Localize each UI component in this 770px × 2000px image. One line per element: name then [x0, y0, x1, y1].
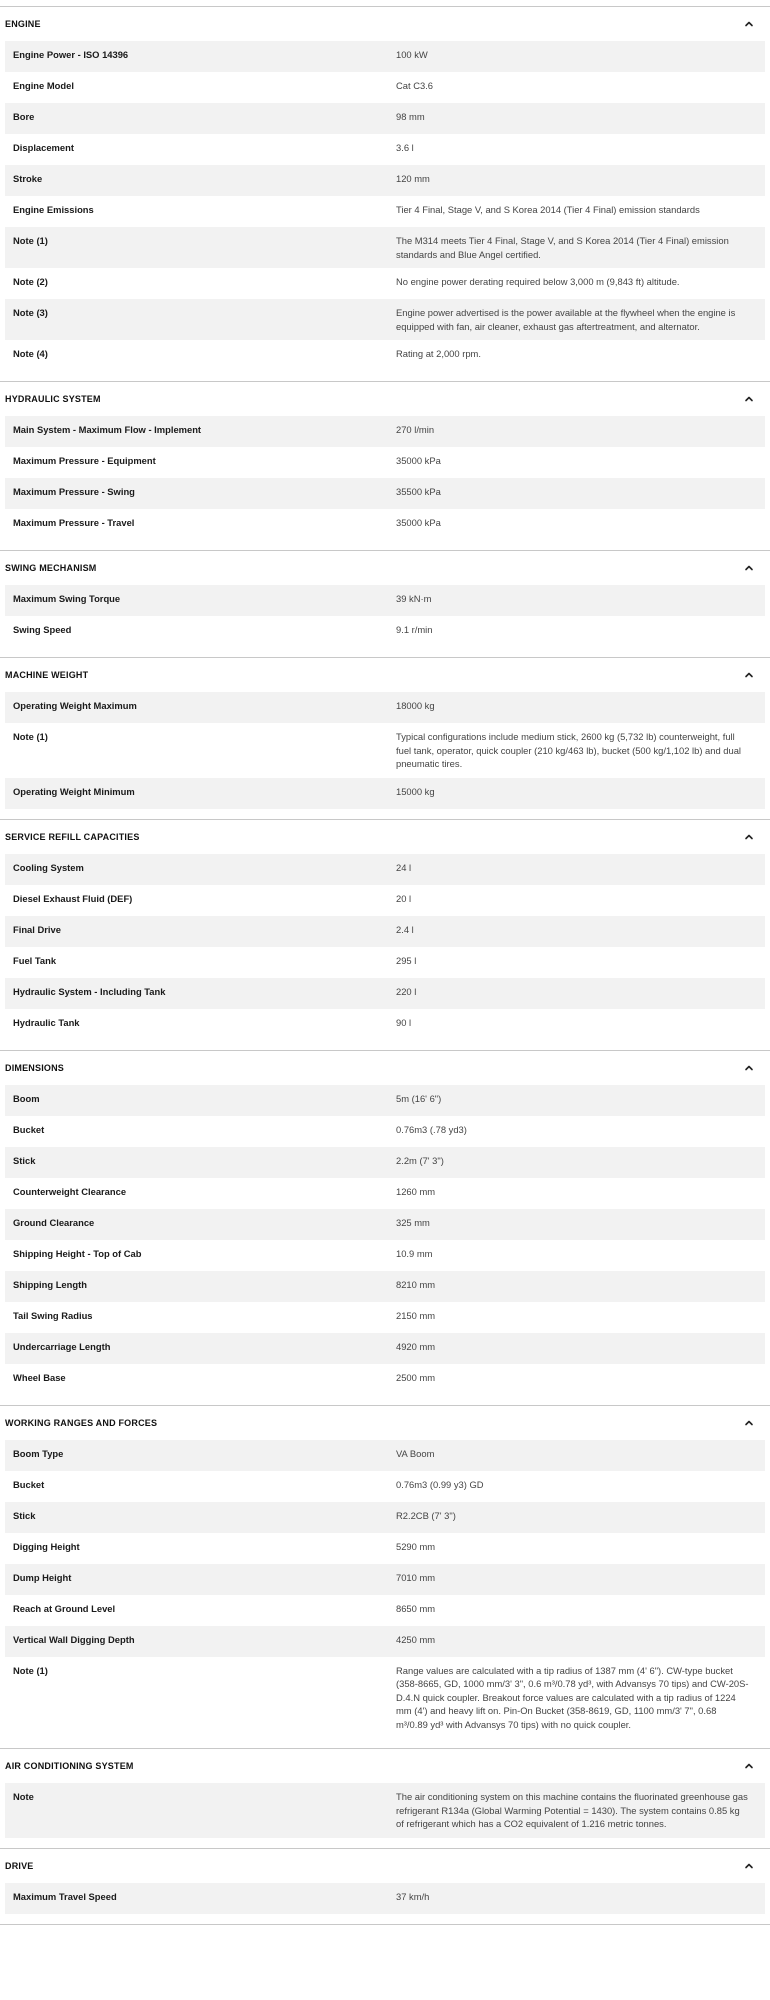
spec-row: [5, 1240, 765, 1271]
chevron-up-icon[interactable]: [744, 1063, 754, 1073]
spec-label: Maximum Pressure - Swing: [13, 486, 135, 497]
spec-row: [5, 134, 765, 165]
spec-row: [5, 1085, 765, 1116]
spec-row: [5, 585, 765, 616]
spec-value: Rating at 2,000 rpm.: [396, 348, 481, 359]
spec-section: [0, 6, 770, 381]
spec-row: [5, 616, 765, 647]
spec-label: Operating Weight Maximum: [13, 700, 137, 711]
spec-label: Engine Model: [13, 80, 74, 91]
spec-label: Counterweight Clearance: [13, 1185, 127, 1197]
chevron-up-icon[interactable]: [744, 1861, 754, 1871]
spec-row: [5, 227, 765, 268]
spec-row: [5, 165, 765, 196]
spec-row: [5, 1364, 765, 1395]
spec-value: 10.9 mm: [396, 1247, 433, 1259]
spec-row: [5, 1302, 765, 1333]
spec-row: [5, 723, 765, 778]
spec-section: [0, 1748, 770, 1848]
spec-value: 8650 mm: [396, 1602, 436, 1614]
spec-label: Engine Power - ISO 14396: [13, 49, 129, 60]
spec-label: Hydraulic Tank: [13, 1016, 80, 1028]
spec-row: [5, 1147, 765, 1178]
section-title: DRIVE: [5, 1860, 34, 1871]
spec-label: Maximum Pressure - Travel: [13, 517, 135, 528]
spec-label: Shipping Length: [13, 1278, 87, 1290]
spec-value: Range values are calculated with a tip radius of 1387 mm (4' 6"). CW-type bucket (358-8665, GD, 1000 mm/3' 3", 0.6 m³/0.78 yd³, with Advansys 70 tips) and CW-20S-D.4.N quick coupler. Breakout force values are calculated with a tip radius of 1224 mm (4') and heavy lift on. Pin-On Bucket (358-8619, GD, 1100 mm/3' 7", 0.68 m³/0.89 yd³ with Advansys 70 tips) with no quick coupler.: [396, 1664, 749, 1730]
spec-label: Maximum Swing Torque: [13, 593, 121, 604]
spec-value: Engine power advertised is the power available at the flywheel when the engine is equipped with fan, air cleaner, exhaust gas aftertreatment, and alternator.: [396, 307, 736, 332]
spec-row: [5, 447, 765, 478]
spec-row: [5, 299, 765, 340]
spec-row: [5, 978, 765, 1009]
spec-value: 35500 kPa: [396, 486, 441, 497]
spec-label: Note (1): [13, 731, 48, 742]
spec-label: Fuel Tank: [13, 954, 57, 966]
spec-label: Cooling System: [13, 861, 84, 873]
spec-label: Boom Type: [13, 1447, 64, 1459]
spec-section: [0, 550, 770, 657]
spec-section: [0, 381, 770, 550]
spec-value: 5290 mm: [396, 1540, 436, 1552]
spec-section: [0, 657, 770, 819]
spec-value: 220 l: [396, 985, 417, 997]
spec-row: [5, 268, 765, 299]
spec-label: Dump Height: [13, 1571, 72, 1583]
spec-label: Digging Height: [13, 1540, 80, 1552]
spec-row: [5, 1209, 765, 1240]
spec-row: [5, 1883, 765, 1914]
section-header-toggle[interactable]: [0, 1849, 770, 1883]
spec-label: Final Drive: [13, 923, 61, 935]
spec-value: 7010 mm: [396, 1571, 436, 1583]
spec-row: [5, 1564, 765, 1595]
spec-rows: [0, 854, 770, 1050]
spec-section: [0, 819, 770, 1050]
spec-value: 4920 mm: [396, 1340, 436, 1352]
spec-value: 90 l: [396, 1016, 412, 1028]
section-header-toggle[interactable]: [0, 1406, 770, 1440]
spec-rows: [0, 416, 770, 550]
section-title: SERVICE REFILL CAPACITIES: [5, 831, 140, 842]
section-title: MACHINE WEIGHT: [5, 670, 89, 680]
section-title: SWING MECHANISM: [5, 563, 97, 573]
spec-label: Stroke: [13, 173, 43, 184]
spec-label: Tail Swing Radius: [13, 1309, 93, 1321]
spec-value: 9.1 r/min: [396, 624, 433, 635]
section-title: HYDRAULIC SYSTEM: [5, 394, 101, 404]
section-header-toggle[interactable]: [0, 7, 770, 41]
spec-section: [0, 1848, 770, 1925]
spec-row: [5, 1009, 765, 1040]
spec-label: Stick: [13, 1154, 36, 1166]
section-header-toggle[interactable]: [0, 1749, 770, 1783]
chevron-up-icon[interactable]: [744, 670, 754, 680]
spec-row: [5, 778, 765, 809]
spec-row: [5, 885, 765, 916]
spec-label: Reach at Ground Level: [13, 1602, 116, 1614]
spec-value: 4250 mm: [396, 1633, 436, 1645]
spec-row: [5, 1471, 765, 1502]
spec-value: 270 l/min: [396, 424, 435, 435]
spec-value: 325 mm: [396, 1216, 430, 1228]
spec-label: Shipping Height - Top of Cab: [13, 1247, 142, 1259]
spec-value: 35000 kPa: [396, 517, 441, 528]
spec-row: [5, 72, 765, 103]
spec-row: [5, 416, 765, 447]
spec-row: [5, 1440, 765, 1471]
spec-row: [5, 196, 765, 227]
spec-row: [5, 854, 765, 885]
spec-value: 0.76m3 (0.99 y3) GD: [396, 1478, 484, 1490]
spec-label: Operating Weight Minimum: [13, 785, 135, 797]
section-title: ENGINE: [5, 19, 41, 29]
spec-label: Maximum Travel Speed: [13, 1890, 117, 1902]
spec-label: Bucket: [13, 1123, 45, 1135]
section-header-toggle[interactable]: [0, 820, 770, 854]
section-header-toggle[interactable]: [0, 382, 770, 416]
spec-rows: [0, 1440, 770, 1749]
spec-label: Undercarriage Length: [13, 1340, 111, 1352]
spec-label: Boom: [13, 1092, 40, 1104]
section-header-toggle[interactable]: [0, 551, 770, 585]
spec-label: Ground Clearance: [13, 1216, 95, 1228]
spec-value: 1260 mm: [396, 1185, 436, 1197]
spec-label: Note (3): [13, 307, 48, 318]
spec-value: 3.6 l: [396, 142, 414, 153]
spec-label: Note (2): [13, 276, 48, 287]
spec-value: 37 km/h: [396, 1890, 430, 1902]
chevron-up-icon[interactable]: [744, 394, 754, 404]
spec-row: [5, 1533, 765, 1564]
spec-label: Wheel Base: [13, 1371, 66, 1383]
chevron-up-icon[interactable]: [744, 1418, 754, 1428]
spec-value: 295 l: [396, 954, 417, 966]
spec-section: [0, 1050, 770, 1405]
spec-row: [5, 1626, 765, 1657]
spec-label: Hydraulic System - Including Tank: [13, 985, 166, 997]
spec-row: [5, 947, 765, 978]
spec-label: Note (1): [13, 1664, 48, 1676]
spec-value: 39 kN·m: [396, 593, 432, 604]
spec-rows: [0, 1883, 770, 1924]
spec-row: [5, 103, 765, 134]
spec-value: The M314 meets Tier 4 Final, Stage V, and S Korea 2014 (Tier 4 Final) emission standards and Blue Angel certified.: [396, 235, 729, 260]
spec-label: Swing Speed: [13, 624, 72, 635]
spec-value: The air conditioning system on this machine contains the fluorinated greenhouse gas refrigerant R134a (Global Warming Potential = 1430). The system contains 0.85 kg of refrigerant which has a CO2 equivalent of 1.216 metric tonnes.: [396, 1791, 748, 1829]
spec-row: [5, 509, 765, 540]
spec-section: [0, 1405, 770, 1749]
section-header-toggle[interactable]: [0, 658, 770, 692]
chevron-up-icon[interactable]: [744, 832, 754, 842]
spec-value: R2.2CB (7' 3"): [396, 1509, 456, 1521]
spec-rows: [0, 41, 770, 381]
spec-value: 5m (16' 6"): [396, 1092, 442, 1104]
spec-row: [5, 478, 765, 509]
spec-rows: [0, 1085, 770, 1405]
spec-label: Displacement: [13, 142, 74, 153]
spec-value: 120 mm: [396, 173, 430, 184]
spec-value: 2.2m (7' 3"): [396, 1154, 444, 1166]
spec-row: [5, 1783, 765, 1838]
spec-value: 2150 mm: [396, 1309, 436, 1321]
spec-row: [5, 1178, 765, 1209]
spec-label: Note: [13, 1791, 34, 1802]
chevron-up-icon[interactable]: [744, 563, 754, 573]
spec-rows: [0, 585, 770, 657]
spec-value: 2.4 l: [396, 923, 414, 935]
spec-label: Main System - Maximum Flow - Implement: [13, 424, 202, 435]
spec-row: [5, 1657, 765, 1739]
spec-value: VA Boom: [396, 1447, 435, 1459]
spec-value: 100 kW: [396, 49, 428, 60]
spec-rows: [0, 692, 770, 819]
spec-value: 20 l: [396, 892, 412, 904]
chevron-up-icon[interactable]: [744, 19, 754, 29]
spec-row: [5, 340, 765, 371]
spec-row: [5, 41, 765, 72]
spec-row: [5, 692, 765, 723]
spec-label: Vertical Wall Digging Depth: [13, 1633, 135, 1645]
spec-label: Bore: [13, 111, 35, 122]
spec-label: Note (1): [13, 235, 48, 246]
spec-label: Stick: [13, 1509, 36, 1521]
spec-label: Note (4): [13, 348, 48, 359]
spec-value: No engine power derating required below 3,000 m (9,843 ft) altitude.: [396, 276, 680, 287]
spec-label: Bucket: [13, 1478, 45, 1490]
spec-row: [5, 1502, 765, 1533]
section-header-toggle[interactable]: [0, 1051, 770, 1085]
spec-label: Diesel Exhaust Fluid (DEF): [13, 892, 133, 904]
spec-value: 18000 kg: [396, 700, 435, 711]
spec-value: 98 mm: [396, 111, 425, 122]
spec-value: 35000 kPa: [396, 455, 441, 466]
spec-value: 2500 mm: [396, 1371, 436, 1383]
spec-value: Cat C3.6: [396, 80, 433, 91]
chevron-up-icon[interactable]: [744, 1761, 754, 1771]
spec-value: 8210 mm: [396, 1278, 436, 1290]
spec-row: [5, 1116, 765, 1147]
spec-value: Tier 4 Final, Stage V, and S Korea 2014 (Tier 4 Final) emission standards: [396, 204, 700, 215]
section-title: AIR CONDITIONING SYSTEM: [5, 1761, 134, 1771]
spec-value: 15000 kg: [396, 785, 435, 797]
spec-value: 0.76m3 (.78 yd3): [396, 1123, 467, 1135]
spec-value: 24 l: [396, 861, 412, 873]
spec-row: [5, 1333, 765, 1364]
spec-row: [5, 916, 765, 947]
spec-value: Typical configurations include medium stick, 2600 kg (5,732 lb) counterweight, full fuel tank, operator, quick coupler (210 kg/463 lb), bucket (500 kg/1,102 lb) and dual pneumatic tires.: [396, 731, 742, 769]
section-title: WORKING RANGES AND FORCES: [5, 1417, 158, 1428]
spec-rows: [0, 1783, 770, 1848]
spec-row: [5, 1271, 765, 1302]
spec-label: Engine Emissions: [13, 204, 94, 215]
section-title: DIMENSIONS: [5, 1062, 65, 1073]
spec-row: [5, 1595, 765, 1626]
spec-label: Maximum Pressure - Equipment: [13, 455, 156, 466]
